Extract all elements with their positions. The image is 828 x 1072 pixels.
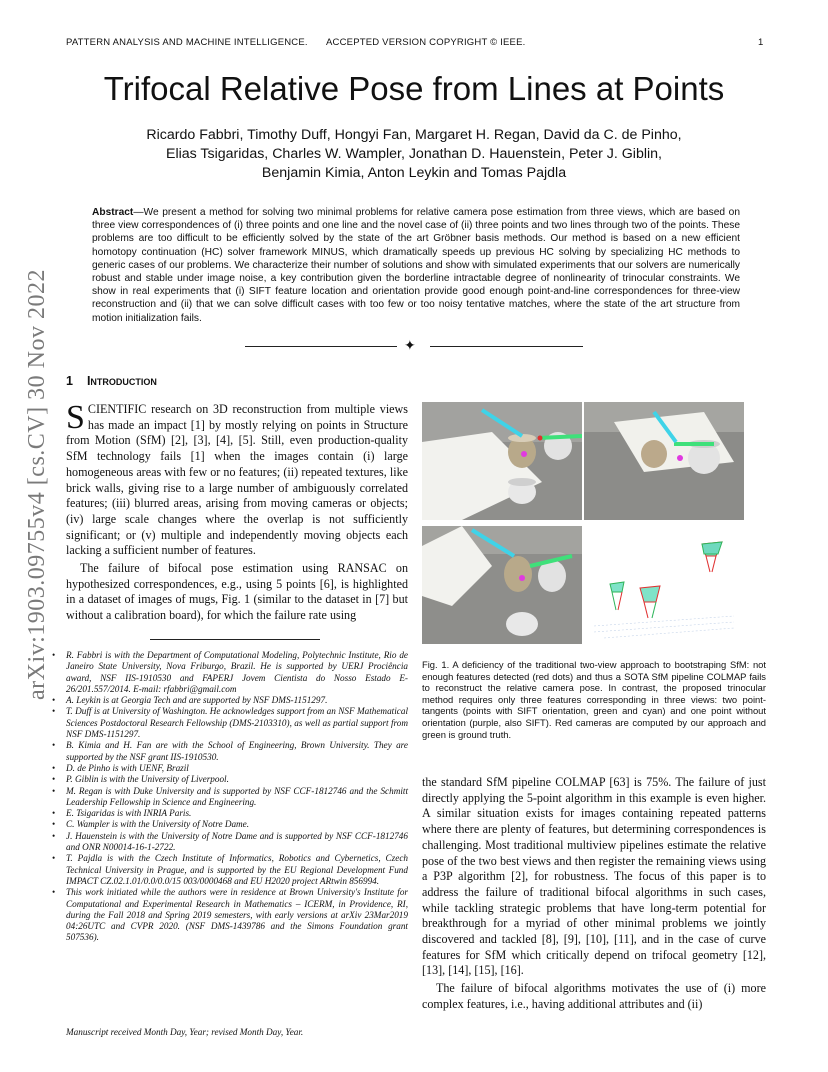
footnote-item: • M. Regan is with Duke University and is supported by NSF CCF-1812746 and the Schmitt Leadership Fellowship in Science and Engineering. (66, 786, 408, 809)
photo-view-2 (584, 402, 744, 520)
separator-star-icon: ✦ (404, 339, 416, 354)
section-title: Introduction (86, 374, 157, 388)
author-line-2: Elias Tsigaridas, Charles W. Wampler, Jonathan D. Hauenstein, Peter J. Giblin, (166, 146, 662, 162)
camera-reconstruction-plot (584, 526, 744, 644)
drop-cap: S (66, 399, 85, 436)
intro-paragraph-2: The failure of bifocal pose estimation using RANSAC on hypothesized correspondences, e.g., using 5 points [6], is highlighted in a dataset of images of mugs, Fig. 1 (similar to the dataset in [7] but without a calibration board), for which the failure rate using (66, 561, 408, 623)
author-list (60, 126, 768, 183)
section-number: 1 (66, 374, 73, 388)
page-number: 1 (758, 37, 764, 48)
footnote-rule (150, 639, 320, 640)
figure-1 (422, 402, 766, 644)
photo-view-1 (422, 402, 582, 520)
manuscript-note: Manuscript received Month Day, Year; revised Month Day, Year. (66, 1027, 304, 1037)
footnote-item: • T. Duff is at University of Washington. He acknowledges support from an NSF Mathematical Sciences Postdoctoral Research Fellowship (DMS-2103310), as well as partial support from NSF DMS-1151297. (66, 706, 408, 740)
running-header-status: ACCEPTED VERSION COPYRIGHT © IEEE. (326, 37, 526, 48)
footnotes (52, 650, 408, 944)
paper-title: Trifocal Relative Pose from Lines at Points (103, 70, 725, 107)
intro-text (66, 399, 408, 624)
footnote-item: • D. de Pinho is with UENF, Brazil (66, 763, 408, 774)
author-line-3: Benjamin Kimia, Anton Leykin and Tomas Pajdla (261, 165, 567, 181)
footnote-item: • B. Kimia and H. Fan are with the School of Engineering, Brown University. They are supported by the NSF grant IIS-1910530. (66, 740, 408, 763)
abstract-text: —We present a method for solving two minimal problems for relative camera pose estimation from three views, which are based on three view correspondences of (i) three points and one line and the novel case of (ii) three points and two lines through two of the points. These problems are too difficult to be efficiently solved by the state of the art Gröbner basis methods. Our method is based on a new efficient homotopy continuation (HC) solver framework MINUS, which dramatically speeds up previous HC solving by specializing HC methods to generic cases of our problems. We characterize their number of solutions and show with simulated experiments that our solvers are numerically robust and stable under image noise, a key contribution given the borderline intractable degree of nonlinearity of trinocular constraints. We show in real experiments that (i) SIFT feature location and orientation provide good enough point-and-line correspondences for three-view reconstruction and (ii) that we can solve difficult cases with too few or too noisy tentative matches, where the state of the art structure from motion initialization fails. (92, 207, 740, 324)
abstract (92, 206, 740, 325)
running-header-journal: PATTERN ANALYSIS AND MACHINE INTELLIGENCE. (66, 37, 308, 48)
right-paragraph-1: the standard SfM pipeline COLMAP [63] is 75%. The failure of just directly applying the 5-point algorithm in this example is even higher. A similar situation exists for images containing repeated patterns where there are plenty of features, but determining correspondences is challenging. Most traditional multiview pipelines estimate the relative pose of the two best views and then register the remaining views using a P3P algorithm [2], for robustness. The focus of this paper is to address the failure of traditional bifocal algorithms in such cases, while tackling strategic problems that have long-term potential for breakthrough for a myriad of other minimal problems we jointly discovered and tackled [8], [9], [10], [11], and in the case of curve features for SfM which critically depend on trifocal geometry [12], [13], [14], [15], [16]. (422, 775, 766, 978)
author-line-1: Ricardo Fabbri, Timothy Duff, Hongyi Fan, Margaret H. Regan, David da C. de Pinho, (146, 127, 682, 143)
footnote-item: • C. Wampler is with the University of Notre Dame. (66, 819, 408, 830)
abstract-label: Abstract (92, 207, 134, 218)
footnote-item: • R. Fabbri is with the Department of Computational Modeling, Polytechnic Institute, Rio de Janeiro State University, Nova Friburgo, Brazil. He is supported by UERJ Prociência award, NSF IIS-1910530 and FAPERJ Jovem Cientista do Nosso Estado E-26/201.557/2014. E-mail: rfabbri@gmail.com (66, 650, 408, 695)
footnote-item: • T. Pajdla is with the Czech Institute of Informatics, Robotics and Cybernetics, Czech Technical University in Prague, and is supported by the EU Regional Development Fund IMPACT CZ.02.1.01/0.0/0.0/15 003/0000468 and EU H2020 project ARtwin 856994. (66, 853, 408, 887)
intro-paragraph-1: SCIENTIFIC research on 3D reconstruction from multiple views has made an impact [1] by mostly relying on points in Structure from Motion (SfM) [2], [3], [4], [5]. Still, even production-quality SfM technology fails [1] when the images contain (i) large homogeneous areas with few or no features; (ii) repeated textures, like brick walls, giving rise to a large number of ambiguously correlated features; (iii) blurred areas, arising from moving cameras or objects; (iv) large scale changes where the overlap is not sufficiently significant; or (v) multiple and independently moving objects each lacking a sufficient number of features. (66, 399, 408, 558)
footnote-item: • P. Giblin is with the University of Liverpool. (66, 774, 408, 785)
footnote-item: • A. Leykin is at Georgia Tech and are supported by NSF DMS-1151297. (66, 695, 408, 706)
photo-view-3 (422, 526, 582, 644)
footnote-item: • E. Tsigaridas is with INRIA Paris. (66, 808, 408, 819)
separator-left (245, 346, 397, 347)
footnote-list (52, 650, 408, 944)
footnote-item: • This work initiated while the authors were in residence at Brown University's Institute for Computational and Experimental Research in Mathematics – ICERM, in Providence, RI, during the Fall 2018 and Spring 2019 semesters, with early versions at arXiv 23Mar2019 04:26UTC and CVPR 2020. (NSF DMS-1439786 and the Simons Foundation grant 507536). (66, 887, 408, 943)
figure-caption: Fig. 1. A deficiency of the traditional two-view approach to bootstraping SfM: not enough features detected (red dots) and thus a SOTA SfM pipeline COLMAP fails to reconstruct the relative camera pose. In contrast, the proposed trinocular method requires only three features corresponding in three views: two point-tangents (points with SIFT orientation, green and cyan) and one point without orientation (purple, also SIFT). Red cameras are computed by our approach and green is ground truth. (422, 659, 766, 740)
right-paragraph-2: The failure of bifocal algorithms motivates the use of (i) more complex features, i.e., having additional attributes and (ii) (422, 981, 766, 1011)
arxiv-stamp: arXiv:1903.09755v4 [cs.CV] 30 Nov 2022 (24, 269, 50, 700)
section-heading (66, 374, 157, 388)
footnote-item: • J. Hauenstein is with the University of Notre Dame and is supported by NSF CCF-1812746 and ONR N00014-16-1-2722. (66, 831, 408, 854)
right-column-text (422, 775, 766, 1013)
separator-right (430, 346, 583, 347)
